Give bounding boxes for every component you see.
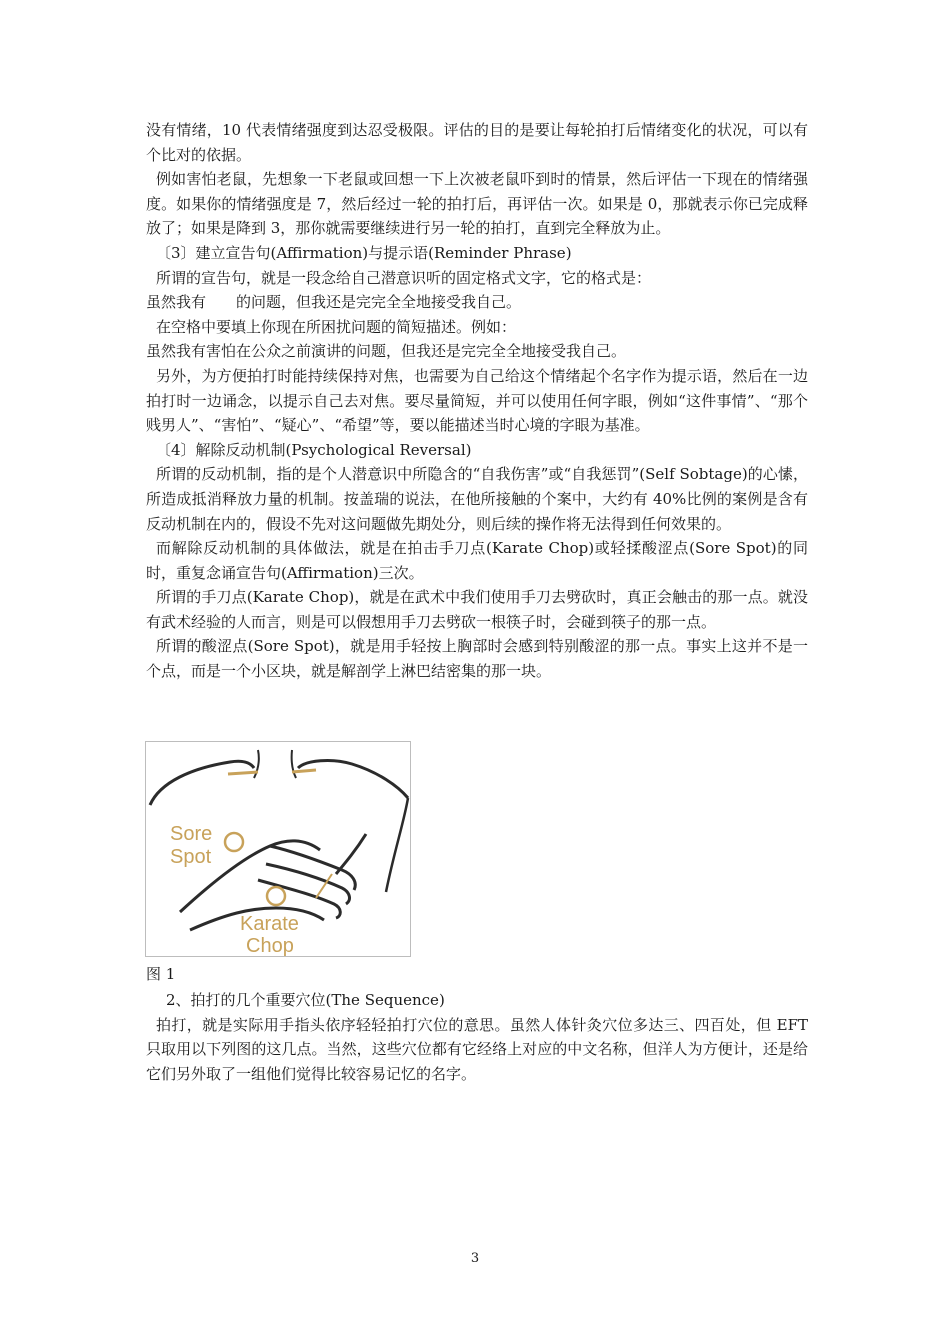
chest-hand-drawing	[146, 742, 410, 956]
paragraph: 所谓的手刀点(Karate Chop)，就是在武术中我们使用手刀去劈砍时，真正会触击的那一点。就没有武术经验的人而言，则是可以假想用手刀去劈砍一根筷子时，会碰到筷子的那一点。	[146, 588, 808, 631]
section-heading: 2、拍打的几个重要穴位(The Sequence)	[166, 991, 445, 1009]
sore-spot-karate-chop-illustration	[145, 741, 411, 957]
neck-left-line	[254, 750, 259, 778]
paragraph: 在空格中要填上你现在所困扰问题的简短描述。例如：	[156, 317, 517, 336]
affirmation-example: 虽然我有害怕在公众之前演讲的问题，但我还是完完全全地接受我自己。	[146, 342, 627, 361]
figure-caption: 图 1	[146, 965, 176, 983]
karate-chop-marker-icon	[267, 887, 285, 905]
paragraph: 所谓的反动机制，指的是个人潜意识中所隐含的“自我伤害”或“自我惩罚”(Self Sobtage)的心愫，所造成抵消释放力量的机制。按盖瑞的说法，在他所接触的个案中，大约有 40%比例的案例是含有反动机制在内的，假设不先对这问题做先期处分，则后续的操作将无法得到任何效果的。	[146, 465, 808, 533]
section-heading: 〔4〕解除反动机制(Psychological Reversal)	[156, 440, 472, 459]
sore-spot-label: Spot	[170, 846, 212, 868]
sore-spot-marker-icon	[225, 833, 243, 851]
right-shoulder-line	[298, 761, 408, 798]
right-collarbone-accent	[292, 770, 316, 772]
torso-side-line	[386, 798, 408, 892]
neck-right-line	[292, 750, 296, 778]
paragraph: 例如害怕老鼠，先想象一下老鼠或回想一下上次被老鼠吓到时的情景，然后评估一下现在的情绪强度。如果你的情绪强度是 7，然后经过一轮的拍打后，再评估一次。如果是 0，那就表示你已完成释放了；如果是降到 3，那你就需要继续进行另一轮的拍打，直到完全释放为止。	[146, 170, 808, 238]
body-text-lower	[146, 988, 808, 1086]
paragraph: 拍打，就是实际用手指头依序轻轻拍打穴位的意思。虽然人体针灸穴位多达三、四百处，但 EFT 只取用以下列图的这几点。当然，这些穴位都有它经络上对应的中文名称，但洋人为方便计，还是给它们另外取了一组他们觉得比较容易记忆的名字。	[146, 1015, 808, 1083]
paragraph: 所谓的酸涩点(Sore Spot)，就是用手轻按上胸部时会感到特别酸涩的那一点。事实上这并不是一个点，而是一个小区块，就是解剖学上淋巴结密集的那一块。	[146, 637, 808, 681]
page-number: 3	[470, 1251, 480, 1266]
paragraph: 所谓的宣告句，就是一段念给自己潜意识听的固定格式文字，它的格式是：	[156, 268, 652, 287]
karate-chop-label: Chop	[246, 935, 294, 956]
paragraph: 另外，为方便拍打时能持续保持对焦，也需要为自己给这个情绪起个名字作为提示语，然后在一边拍打时一边诵念，以提示自己去对焦。要尽量简短，并可以使用任何字眼，例如“这件事情”、“那个贱男人”、“害怕”、“疑心”、“希望”等，要以能描述当时心境的字眼为基准。	[146, 366, 808, 435]
finger-2	[266, 864, 349, 904]
left-shoulder-line	[150, 761, 254, 805]
affirmation-template: 虽然我有 的问题，但我还是完完全全地接受我自己。	[146, 293, 522, 312]
karate-chop-label: Karate	[240, 913, 299, 935]
sore-spot-label: Sore	[170, 823, 213, 845]
paragraph: 而解除反动机制的具体做法，就是在拍击手刀点(Karate Chop)或轻揉酸涩点(Sore Spot)的同时，重复念诵宣告句(Affirmation)三次。	[146, 539, 808, 582]
body-text-upper	[146, 118, 808, 684]
paragraph: 没有情绪，10 代表情绪强度到达忍受极限。评估的目的是要让每轮拍打后情绪变化的状况，可以有个比对的依据。	[146, 121, 808, 164]
section-heading: 〔3〕建立宣告句(Affirmation)与提示语(Reminder Phrase)	[156, 243, 572, 262]
left-collarbone-accent	[228, 772, 258, 774]
